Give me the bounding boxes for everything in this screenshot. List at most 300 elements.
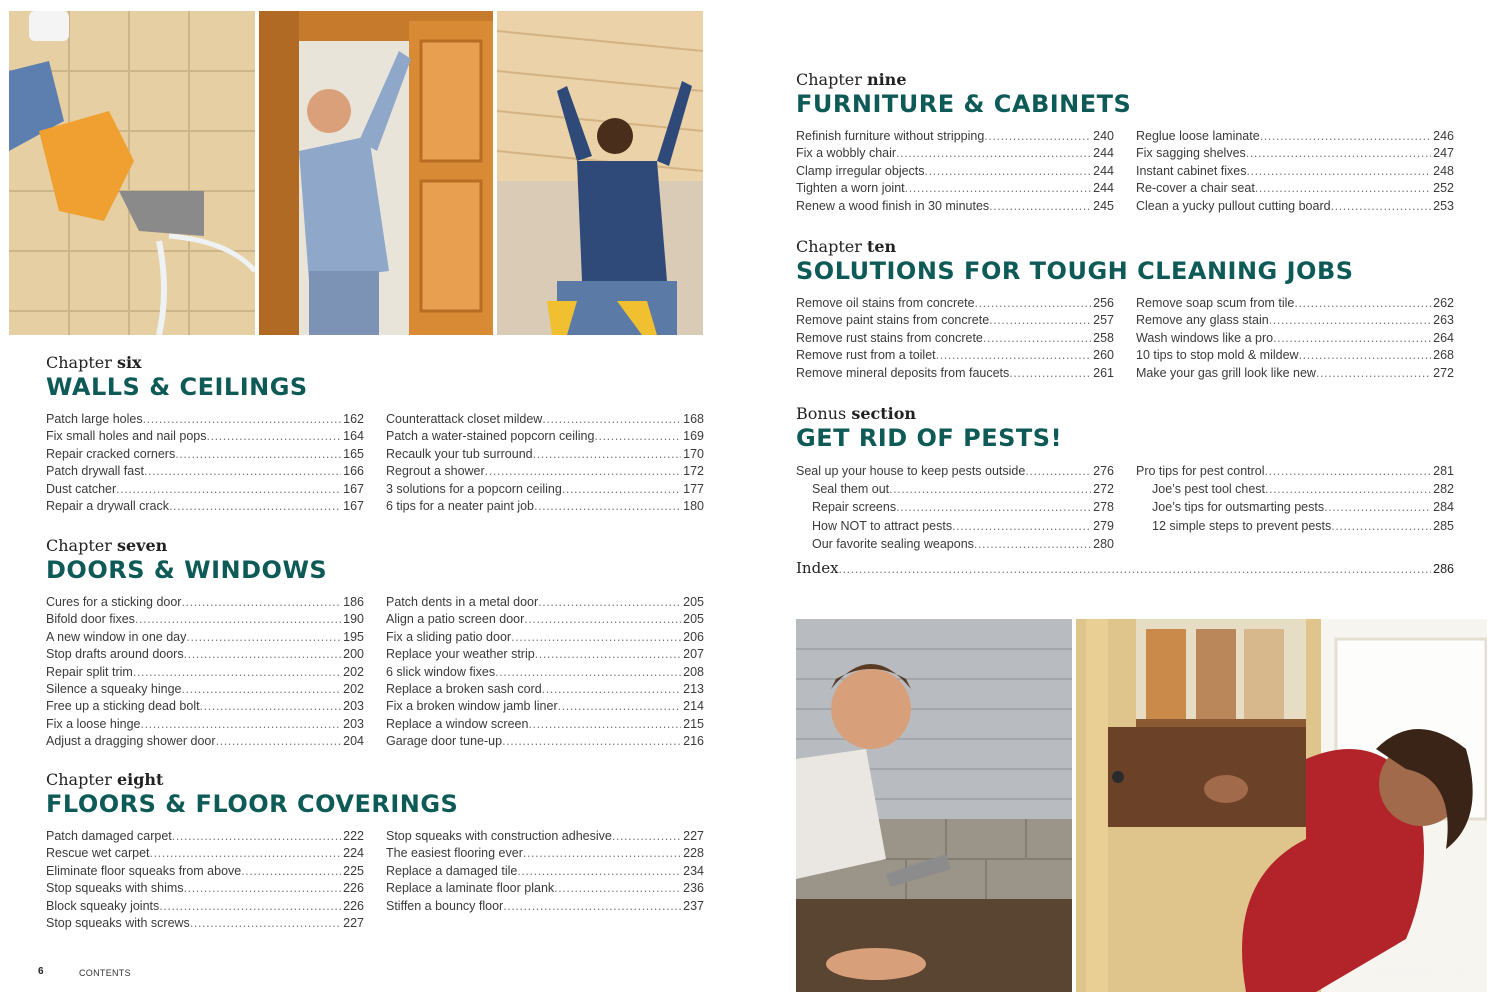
leader-dots: [485, 463, 681, 480]
chapter-title: FLOORS & FLOOR COVERINGS: [46, 790, 459, 818]
chapter-label: Chapter six: [46, 353, 142, 372]
toc-entry[interactable]: [46, 411, 364, 428]
toc-entry-page: 278: [1093, 500, 1114, 515]
toc-column-right: [386, 594, 704, 751]
toc-entry[interactable]: [46, 664, 364, 681]
chapter-six: [46, 353, 706, 515]
toc-entry[interactable]: [386, 828, 704, 845]
leader-dots: [511, 629, 681, 646]
toc-entry-title: Replace a broken sash cord: [386, 681, 542, 696]
leader-dots: [169, 498, 341, 515]
toc-entry-title: Patch dents in a metal door: [386, 595, 539, 609]
chapter-label: Chapter ten: [796, 237, 897, 256]
leader-dots: [989, 312, 1091, 329]
toc-entry[interactable]: [796, 517, 1114, 535]
toc-entry-page: 177: [683, 481, 704, 496]
toc-entry-title: Clean a yucky pullout cutting board: [1136, 198, 1331, 213]
toc-entry-page: 204: [343, 734, 364, 749]
toc-entry-title: Adjust a dragging shower door: [46, 734, 216, 749]
toc-entry-title: Refinish furniture without stripping: [796, 129, 985, 143]
toc-entry-page: 226: [343, 898, 364, 913]
toc-entry-page: 169: [683, 429, 704, 444]
toc-entry-title: Repair split trim: [46, 664, 133, 679]
leader-dots: [1265, 480, 1431, 498]
chapter-title: DOORS & WINDOWS: [46, 556, 328, 584]
toc-entry-title: Counterattack closet mildew: [386, 412, 543, 426]
leader-dots: [175, 446, 341, 463]
leader-dots: [889, 480, 1091, 498]
toc-entry-page: 258: [1093, 330, 1114, 345]
toc-entry-page: 244: [1093, 181, 1114, 196]
toc-entry-page: 276: [1093, 464, 1114, 478]
toc-entry-page: 262: [1433, 296, 1454, 310]
toc-entry-title: Rescue wet carpet: [46, 846, 150, 861]
index-page: 286: [1433, 562, 1454, 576]
leader-dots: [184, 880, 342, 897]
toc-entry-title: A new window in one day: [46, 629, 187, 644]
toc-entry[interactable]: [796, 180, 1114, 197]
toc-entry-page: 164: [343, 429, 364, 444]
leader-dots: [190, 915, 341, 932]
toc-entry-page: 234: [683, 863, 704, 878]
leader-dots: [1331, 517, 1431, 535]
toc-column-right: [386, 828, 704, 932]
leader-dots: [116, 481, 341, 498]
leader-dots: [1316, 365, 1431, 382]
toc-entry[interactable]: [46, 629, 364, 646]
toc-entry-page: 186: [343, 595, 364, 609]
toc-entry-title: Replace a window screen: [386, 716, 529, 731]
toc-column-right: [1136, 128, 1454, 215]
toc-column-left: [46, 594, 364, 751]
toc-entry-page: 240: [1093, 129, 1114, 143]
toc-entry-page: 268: [1433, 348, 1454, 363]
toc-entry-page: 227: [343, 915, 364, 930]
chapter-eight: [46, 770, 706, 932]
toc-entry[interactable]: [46, 716, 364, 733]
leader-dots: [952, 517, 1091, 535]
toc-entry[interactable]: [46, 594, 364, 611]
leader-dots: [144, 463, 341, 480]
leader-dots: [542, 681, 681, 698]
toc-entry-title: Regrout a shower: [386, 464, 485, 479]
bonus-section: [796, 404, 1456, 553]
toc-entry-title: Stiffen a bouncy floor: [386, 898, 504, 913]
toc-entry[interactable]: [46, 446, 364, 463]
toc-entry[interactable]: [1136, 312, 1454, 329]
toc-entry-title: Fix sagging shelves: [1136, 146, 1246, 161]
toc-entry-title: Free up a sticking dead bolt: [46, 699, 200, 714]
toc-entry[interactable]: [796, 128, 1114, 145]
leader-dots: [542, 411, 681, 428]
toc-entry-page: 170: [683, 446, 704, 461]
chapter-nine: [796, 70, 1456, 215]
toc-entry-page: 165: [343, 446, 364, 461]
leader-dots: [983, 330, 1091, 347]
leader-dots: [216, 733, 342, 750]
leader-dots: [184, 646, 342, 663]
toc-entry-title: Remove paint stains from concrete: [796, 313, 990, 328]
toc-entry-title: 6 tips for a neater paint job: [386, 498, 535, 513]
toc-entry-title: Replace a laminate floor plank: [386, 881, 555, 896]
toc-entry[interactable]: [1136, 498, 1454, 516]
toc-column-left: [796, 295, 1114, 382]
toc-entry-title: Re-cover a chair seat: [1136, 181, 1255, 196]
toc-entry[interactable]: [1136, 198, 1454, 215]
toc-entry-page: 203: [343, 716, 364, 731]
toc-entry[interactable]: [1136, 180, 1454, 197]
toc-entry-page: 206: [683, 629, 704, 644]
leader-dots: [523, 845, 681, 862]
toc-entry-title: Remove mineral deposits from faucets: [796, 365, 1010, 380]
toc-entry-title: Fix a loose hinge: [46, 716, 141, 731]
toc-entry-title: Our favorite sealing weapons: [812, 536, 974, 551]
toc-entry[interactable]: [1136, 365, 1454, 382]
toc-entry-title: Joe’s tips for outsmarting pests: [1152, 500, 1325, 515]
toc-entry-title: 12 simple steps to prevent pests: [1152, 518, 1332, 533]
toc-entry-page: 203: [343, 699, 364, 714]
toc-entry-page: 261: [1093, 365, 1114, 380]
toc-entry-page: 280: [1093, 536, 1114, 551]
photo-sealing-foundation: [796, 619, 1072, 992]
leader-dots: [558, 698, 682, 715]
toc-entry[interactable]: [46, 611, 364, 628]
toc-entry[interactable]: [386, 463, 704, 480]
toc-entry-page: 281: [1433, 464, 1454, 478]
toc-entry-title: Tighten a worn joint: [796, 181, 905, 196]
toc-entry-page: 214: [683, 699, 704, 714]
toc-entry[interactable]: [386, 845, 704, 862]
toc-entry-page: 245: [1093, 198, 1114, 213]
page-number-right: 7: [1456, 966, 1462, 977]
toc-entry-title: Reglue loose laminate: [1136, 129, 1260, 143]
leader-dots: [1294, 295, 1431, 312]
toc-entry-page: 167: [343, 498, 364, 513]
toc-entry[interactable]: [796, 480, 1114, 498]
toc-entry-title: Stop squeaks with shims: [46, 881, 184, 896]
toc-entry-page: 257: [1093, 313, 1114, 328]
toc-entry[interactable]: [386, 498, 704, 515]
toc-entry-title: Seal them out: [812, 482, 890, 497]
toc-entry[interactable]: [46, 880, 364, 897]
toc-entry-title: Clamp irregular objects: [796, 163, 925, 178]
toc-entry-page: 202: [343, 681, 364, 696]
chapter-ten: [796, 237, 1456, 382]
toc-entry[interactable]: [46, 845, 364, 862]
index-entry[interactable]: [796, 559, 1454, 577]
toc-entry[interactable]: [46, 646, 364, 663]
toc-entry-page: 208: [683, 664, 704, 679]
toc-entry[interactable]: [386, 629, 704, 646]
leader-dots: [1025, 462, 1091, 480]
chapter-title: FURNITURE & CABINETS: [796, 90, 1132, 118]
toc-entry[interactable]: [796, 145, 1114, 162]
toc-entry-title: Remove soap scum from tile: [1136, 296, 1295, 310]
toc-entry-title: Remove any glass stain: [1136, 313, 1269, 328]
leader-dots: [241, 863, 341, 880]
chapter-seven: [46, 536, 706, 751]
toc-entry-page: 228: [683, 846, 704, 861]
toc-entry-title: Remove oil stains from concrete: [796, 296, 975, 310]
toc-entry[interactable]: [796, 347, 1114, 364]
toc-entry-title: Wash windows like a pro: [1136, 330, 1274, 345]
toc-entry[interactable]: [386, 716, 704, 733]
toc-entry-title: Stop squeaks with construction adhesive: [386, 829, 612, 843]
toc-entry-page: 222: [343, 829, 364, 843]
leader-dots: [207, 428, 342, 445]
chapter-label: Chapter seven: [46, 536, 168, 555]
toc-entry[interactable]: [46, 915, 364, 932]
leader-dots: [1273, 330, 1431, 347]
toc-entry[interactable]: [796, 330, 1114, 347]
toc-entry-title: Align a patio screen door: [386, 612, 525, 627]
toc-entry[interactable]: [46, 481, 364, 498]
leader-dots: [528, 716, 681, 733]
toc-entry[interactable]: [796, 198, 1114, 215]
toc-entry-title: Fix a sliding patio door: [386, 629, 512, 644]
toc-entry-title: Patch large holes: [46, 412, 143, 426]
toc-entry-title: Fix a wobbly chair: [796, 146, 897, 161]
toc-entry-page: 226: [343, 881, 364, 896]
toc-entry-title: Replace a damaged tile: [386, 863, 518, 878]
toc-entry[interactable]: [386, 880, 704, 897]
leader-dots: [524, 611, 681, 628]
toc-entry-page: 284: [1433, 500, 1454, 515]
toc-entry-page: 207: [683, 647, 704, 662]
toc-entry[interactable]: [386, 898, 704, 915]
toc-entry-title: Patch a water-stained popcorn ceiling: [386, 429, 595, 444]
toc-entry[interactable]: [386, 863, 704, 880]
running-footer-right: CONTENTS: [1378, 968, 1430, 978]
toc-entry[interactable]: [1136, 462, 1454, 480]
toc-entry-page: 272: [1093, 482, 1114, 497]
toc-entry-page: 282: [1433, 482, 1454, 497]
toc-entry-page: 248: [1433, 163, 1454, 178]
toc-entry-page: 205: [683, 612, 704, 627]
leader-dots: [896, 145, 1091, 162]
leader-dots: [1265, 462, 1432, 480]
chapter-title: SOLUTIONS FOR TOUGH CLEANING JOBS: [796, 257, 1354, 285]
toc-entry[interactable]: [1136, 145, 1454, 162]
leader-dots: [936, 347, 1092, 364]
toc-entry-title: Joe’s pest tool chest: [1152, 482, 1266, 497]
toc-entry-page: 244: [1093, 146, 1114, 161]
toc-entry[interactable]: [796, 498, 1114, 516]
photo-ceiling-work: [497, 11, 703, 335]
toc-entry-page: 225: [343, 863, 364, 878]
chapter-title: WALLS & CEILINGS: [46, 373, 308, 401]
toc-entry-page: 167: [343, 481, 364, 496]
toc-entry-title: Repair cracked corners: [46, 446, 176, 461]
toc-entry-title: How NOT to attract pests: [812, 518, 953, 533]
toc-entry-page: 190: [343, 612, 364, 627]
toc-entry[interactable]: [386, 698, 704, 715]
leader-dots: [1269, 312, 1431, 329]
toc-entry-title: Pro tips for pest control: [1136, 464, 1265, 478]
toc-column-right: [1136, 295, 1454, 382]
toc-entry-title: Remove rust from a toilet: [796, 348, 936, 363]
toc-entry-page: 279: [1093, 518, 1114, 533]
toc-entry-page: 253: [1433, 198, 1454, 213]
toc-entry[interactable]: [796, 163, 1114, 180]
leader-dots: [1324, 498, 1431, 516]
toc-entry[interactable]: [796, 312, 1114, 329]
toc-entry[interactable]: [386, 481, 704, 498]
toc-entry-page: 244: [1093, 163, 1114, 178]
leader-dots: [534, 498, 681, 515]
leader-dots: [143, 411, 342, 428]
toc-entry[interactable]: [386, 611, 704, 628]
toc-entry-title: Make your gas grill look like new: [1136, 365, 1316, 380]
toc-entry-page: 215: [683, 716, 704, 731]
leader-dots: [1246, 145, 1431, 162]
toc-entry-page: 285: [1433, 518, 1454, 533]
running-footer-left: CONTENTS: [79, 968, 131, 978]
leader-dots: [1331, 198, 1432, 215]
toc-entry-page: 200: [343, 647, 364, 662]
toc-entry-page: 195: [343, 629, 364, 644]
toc-entry-page: 172: [683, 464, 704, 479]
toc-column-left: [46, 828, 364, 932]
toc-entry[interactable]: [796, 462, 1114, 480]
toc-column-right: [1136, 462, 1454, 553]
leader-dots: [839, 562, 1432, 576]
toc-entry[interactable]: [1136, 330, 1454, 347]
toc-entry[interactable]: [46, 863, 364, 880]
leader-dots: [517, 863, 681, 880]
leader-dots: [503, 898, 681, 915]
toc-column-left: [46, 411, 364, 515]
toc-entry[interactable]: [386, 681, 704, 698]
toc-entry[interactable]: [46, 498, 364, 515]
leader-dots: [1246, 163, 1431, 180]
leader-dots: [200, 698, 342, 715]
toc-entry[interactable]: [46, 828, 364, 845]
leader-dots: [538, 594, 681, 611]
leader-dots: [984, 128, 1091, 145]
toc-entry[interactable]: [46, 698, 364, 715]
toc-entry-title: Patch drywall fast: [46, 464, 144, 479]
toc-entry[interactable]: [1136, 295, 1454, 312]
leader-dots: [925, 163, 1092, 180]
leader-dots: [905, 180, 1092, 197]
toc-entry-title: Silence a squeaky hinge: [46, 681, 182, 696]
toc-entry[interactable]: [386, 733, 704, 750]
toc-entry[interactable]: [796, 295, 1114, 312]
index-label: Index: [796, 559, 839, 577]
toc-entry[interactable]: [1136, 347, 1454, 364]
toc-entry[interactable]: [1136, 517, 1454, 535]
chapter-label: Bonus section: [796, 404, 917, 423]
toc-entry-page: 246: [1433, 129, 1454, 143]
toc-entry[interactable]: [796, 535, 1114, 553]
chapter-label: Chapter eight: [46, 770, 164, 789]
toc-entry[interactable]: [796, 365, 1114, 382]
toc-entry[interactable]: [386, 594, 704, 611]
toc-entry-page: 162: [343, 412, 364, 426]
toc-entry[interactable]: [46, 463, 364, 480]
leader-dots: [896, 498, 1091, 516]
leader-dots: [562, 481, 681, 498]
toc-entry-title: Repair screens: [812, 500, 897, 515]
toc-entry-title: Stop drafts around doors: [46, 647, 184, 662]
toc-entry-page: 263: [1433, 313, 1454, 328]
leader-dots: [502, 733, 681, 750]
toc-entry[interactable]: [386, 428, 704, 445]
toc-column-left: [796, 128, 1114, 215]
toc-entry-page: 180: [683, 498, 704, 513]
toc-entry-title: Instant cabinet fixes: [1136, 163, 1247, 178]
leader-dots: [495, 664, 681, 681]
leader-dots: [172, 828, 341, 845]
photo-closet-door: [259, 11, 493, 335]
leader-dots: [974, 535, 1091, 553]
toc-entry[interactable]: [46, 681, 364, 698]
leader-dots: [133, 664, 341, 681]
leader-dots: [989, 198, 1091, 215]
leader-dots: [182, 681, 342, 698]
leader-dots: [186, 629, 341, 646]
toc-entry[interactable]: [386, 411, 704, 428]
toc-entry-title: Dust catcher: [46, 481, 117, 496]
toc-entry[interactable]: [46, 898, 364, 915]
toc-entry[interactable]: [386, 646, 704, 663]
leader-dots: [150, 845, 342, 862]
leader-dots: [159, 898, 341, 915]
toc-entry-page: 205: [683, 595, 704, 609]
toc-entry[interactable]: [1136, 163, 1454, 180]
chapter-title: GET RID OF PESTS!: [796, 424, 1063, 452]
toc-entry-title: Eliminate floor squeaks from above: [46, 863, 242, 878]
toc-entry[interactable]: [386, 664, 704, 681]
toc-entry-page: 237: [683, 898, 704, 913]
toc-entry-title: The easiest flooring ever: [386, 846, 523, 861]
toc-entry-title: Replace your weather strip: [386, 647, 535, 662]
toc-entry-page: 213: [683, 681, 704, 696]
toc-entry[interactable]: [46, 428, 364, 445]
toc-entry-title: Repair a drywall crack: [46, 498, 169, 513]
toc-entry-page: 216: [683, 734, 704, 749]
toc-entry[interactable]: [1136, 480, 1454, 498]
toc-entry-title: 10 tips to stop mold & mildew: [1136, 348, 1299, 363]
toc-entry-page: 168: [683, 412, 704, 426]
toc-entry[interactable]: [46, 733, 364, 750]
toc-column-right: [386, 411, 704, 515]
toc-entry-page: 252: [1433, 181, 1454, 196]
photo-patching-wall: [9, 11, 255, 335]
toc-entry-title: Fix a broken window jamb liner: [386, 699, 558, 714]
toc-entry[interactable]: [386, 446, 704, 463]
toc-entry-title: Renew a wood finish in 30 minutes: [796, 198, 990, 213]
toc-entry-title: Fix small holes and nail pops: [46, 429, 207, 444]
leader-dots: [533, 446, 682, 463]
photo-cabinet-repair: [1076, 619, 1487, 992]
chapter-label: Chapter nine: [796, 70, 907, 89]
toc-entry-page: 247: [1433, 146, 1454, 161]
toc-entry-title: Block squeaky joints: [46, 898, 160, 913]
toc-entry-title: 3 solutions for a popcorn ceiling: [386, 481, 562, 496]
leader-dots: [135, 611, 341, 628]
leader-dots: [1260, 128, 1431, 145]
toc-entry-title: Garage door tune-up: [386, 734, 503, 749]
toc-entry-title: Seal up your house to keep pests outside: [796, 464, 1026, 478]
leader-dots: [535, 646, 681, 663]
toc-entry-page: 236: [683, 881, 704, 896]
toc-entry-title: Stop squeaks with screws: [46, 915, 190, 930]
leader-dots: [1009, 365, 1091, 382]
leader-dots: [1299, 347, 1432, 364]
toc-entry[interactable]: [1136, 128, 1454, 145]
